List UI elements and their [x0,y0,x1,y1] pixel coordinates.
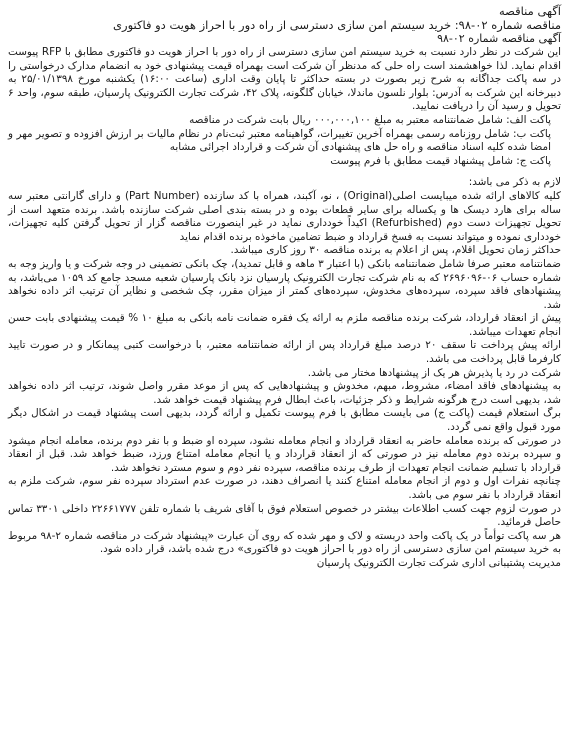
condition-item: کلیه کالاهای ارائه شده میبایست اصلی(Original) ، نو، آکبند، همراه با کد سازنده (Part Number) و دارای گارانتی معتبر سه ساله برای هارد دیسک ها و یکساله برای سایر قطعات بوده و در بسته بندی اصلی شرکت سازنده باشد. برنده متعهد است از تحویل تجهیزات دست دوم (Refurbished) اکیداً خودداری نماید در غیر اینصورت مناقصه گزار از تحویل گرفتن کلیه تجهیزات، خودداری نموده و میتواند نسبت به فسخ قرارداد و ضبط تضامین ماخوذه برنده اقدام نماید [8,189,562,243]
packet-a: پاکت الف: شامل ضمانتنامه معتبر به مبلغ ۰۰۰,۰۰۰,۱۰۰ ریال بابت شرکت در مناقصه [189,113,551,126]
condition-item: پیش از انعقاد قرارداد، شرکت برنده مناقصه ملزم به ارائه یک فقره ضمانت نامه بانکی به مبلغ ۱۰ % قیمت پیشنهادی بابت حسن انجام تعهدات میباشد. [8,312,561,338]
notice-intro: این شرکت در نظر دارد نسبت به خرید سیستم امن سازی دسترسی از راه دور با احراز هویت دو فاکتوری مطابق با RFP پیوست اقدام نماید. لذا خواهشمند است راه حلی که مدنظر آن شرکت است بهمراه قیمت پیشنهادی خود به انضمام مدارک درخواستی را در سه پاکت جداگانه به شرح زیر بصورت در بسته حداکثر تا پایان وقت اداری (ساعت ۱۶:۰۰) یکشنبه مورخ ۲۵/۰۱/۱۳۹۸ به دبیرخانه این شرکت به آدرس: بلوار نلسون ماندلا، خیابان گلگونه، پلاک ۴۲، شرکت تجارت الکترونیک پارسیان، طبقه سوم، واحد ۶ تحویل و رسید آن را دریافت نمایید. [8,46,561,113]
notice-number-line: آگهی مناقصه شماره ۰۲-۹۸ [437,32,561,45]
condition-item: ضمانتنامه معتبر صرفا شامل ضمانتنامه بانکی (با اعتبار ۳ ماهه و قابل تمدید)، چک بانکی تضمینی در وجه شرکت و یا واریز وجه به شماره حساب ۰۶-۲۶۹۶۰۹۶ که به نام شرکت تجارت الکترونیک پارسیان نزد بانک پارسیان شعبه مسجد جامع کد ۱۰۵۹ می‌باشد، به پیشنهادهای فاقد سپرده، سپرده‌های مخدوش، سپرده‌های کمتر از میزان مقرر، چک شخصی و نظایر آن ترتیب اثر داده نخواهد شد. [8,257,562,311]
condition-item: هر سه پاکت توأماً در یک پاکت واحد دربسته و لاک و مهر شده که روی آن عبارت «پیشنهاد شرکت در مناقصه شماره ۲-۹۸ مربوط به خرید سیستم امن سازی دسترسی از راه دور با احراز هویت دو فاکتوری» درج شده باشد، قرار داده شود. [8,529,561,556]
condition-item: حداکثر زمان تحویل اقلام، پس از اعلام به برنده مناقصه ۳۰ روز کاری میباشد. [230,244,561,257]
condition-item: برگ استعلام قیمت (پاکت ج) می بایست مطابق با فرم پیوست تکمیل و ارائه گردد، بدیهی است پیشنهاد قیمت در اشکال دیگر مورد قبول واقع نمی گردد. [8,407,561,434]
condition-item: در صورتی که برنده معامله حاضر به انعقاد قرارداد و انجام معامله نشود، سپرده او ضبط و با نفر دوم برنده، معامله انجام میشود و سپرده برنده دوم معامله نیز در صورتی که از انعقاد قرارداد و یا انجام معامله امتناع ورزد، ضبط خواهد شد. قبل از انعقاد قرارداد با تسلیم ضمانت انجام تعهدات از طرف برنده مناقصه، سپرده نفر دوم و سوم مسترد نخواهد شد. [8,434,561,474]
conditions-heading: لازم به ذکر می باشد: [468,176,561,189]
condition-item: شرکت در رد یا پذیرش هر یک از پیشنهادها مختار می باشد. [307,366,561,379]
section-gap [8,168,561,176]
condition-item: به پیشنهادهای فاقد امضاء، مشروط، مبهم، مخدوش و پیشنهادهایی که پس از موعد مقرر واصل شوند، ترتیب اثر داده نخواهد شد، بدیهی است درج هرگونه شرایط و ذکر جزئیات، باعث ابطال فرم پیشنهاد قیمت خواهد شد. [8,380,561,406]
packet-c: پاکت ج: شامل پیشنهاد قیمت مطابق با فرم پیوست [330,154,551,167]
notice-subject: مناقصه شماره ۰۲-۹۸: خرید سیستم امن سازی دسترسی از راه دور با احراز هویت دو فاکتوری [113,18,561,32]
condition-item: چنانچه نفرات اول و دوم از انجام معامله امتناع کنند یا انصراف دهند، در صورت عدم استرداد سپرده نفر سوم، شرکت ملزم به انعقاد قرارداد با نفر سوم می باشد. [8,475,561,501]
condition-item: در صورت لزوم جهت کسب اطلاعات بیشتر در خصوص استعلام فوق با آقای شریف با شماره تلفن ۲۲۶۶۱۷۷۷ داخلی ۳۳۰۱ تماس حاصل فرمائید. [8,502,561,529]
conditions-list [8,190,561,557]
packet-b: پاکت ب: شامل روزنامه رسمی بهمراه آخرین تغییرات، گواهینامه معتبر ثبت‌نام در نظام مالیات بر ارزش افزوده و تصویر مهر و امضا شده کلیه اسناد مناقصه و راه حل های پیشنهادی آن شرکت و قرارداد اجرائی مشابه [8,127,551,154]
signature: مدیریت پشتیبانی اداری شرکت تجارت الکترونیک پارسیان [316,556,561,569]
notice-heading: آگهی مناقصه [499,4,561,18]
packet-list [8,114,561,168]
condition-item: ارائه پیش پرداخت تا سقف ۲۰ درصد مبلغ قرارداد پس از ارائه ضمانتنامه معتبر، با درخواست کتبی پیمانکار و در صورت تایید کارفرما قابل پرداخت می باشد. [8,339,561,366]
